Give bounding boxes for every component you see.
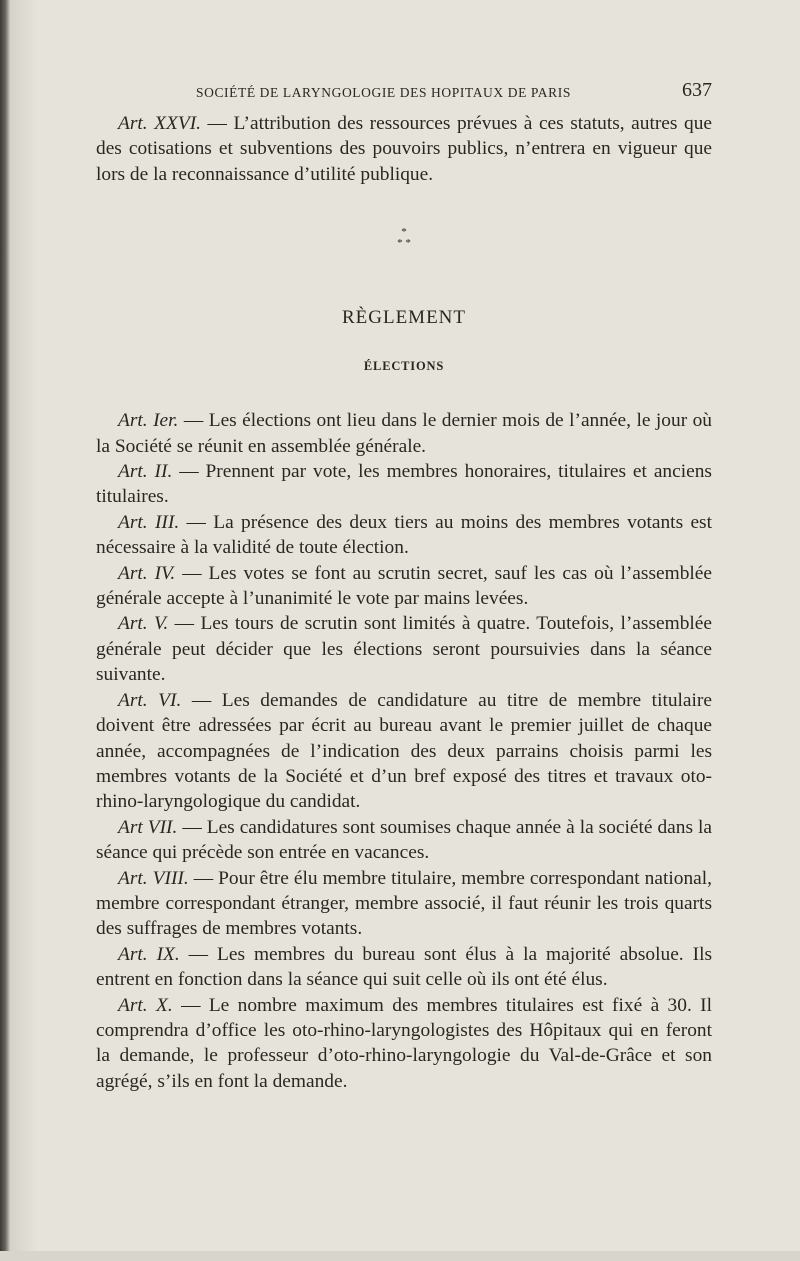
article-label: Art. VIII. — [118, 867, 189, 889]
article-text: — Les tours de scrutin sont limités à quatre. Toutefois, l’assemblée générale peut décider que les élections seront poursuivies dans la séance suivante. — [96, 613, 712, 686]
article-label: Art. XXVI. — [118, 113, 201, 134]
article-paragraph — [96, 111, 712, 187]
article-text: — Prennent par vote, les membres honoraires, titulaires et anciens titulaires. — [96, 461, 712, 508]
article-paragraph — [96, 688, 712, 815]
article-label: Art. V. — [118, 613, 169, 635]
article-text: — Le nombre maximum des membres titulaires est fixé à 30. Il comprendra d’office les oto-rhino-laryngologistes des Hôpitaux qui en feront la demande, le professeur d’oto-rhino-laryngologie du Val-de-Grâce et son agrégé, s’ils en font la demande. — [96, 994, 713, 1092]
article-text: — Les membres du bureau sont élus à la majorité absolue. Ils entrent en fonction dans la séance qui suit celle où ils ont été élus. — [96, 943, 712, 991]
article-paragraph — [96, 815, 712, 866]
article-text: — Pour être élu membre titulaire, membre correspondant national, membre correspondant étranger, membre associé, il faut réunir les trois quarts des suffrages de membres votants. — [96, 867, 712, 940]
asterism-divider — [96, 227, 712, 249]
article-paragraph — [96, 866, 712, 942]
section-title: RÈGLEMENT — [341, 307, 467, 329]
article-text: — Les votes se font au scrutin secret, sauf les cas où l’assemblée générale accepte à l’unanimité le vote par mains levées. — [96, 562, 712, 610]
page-binding-edge — [0, 0, 10, 1261]
article-text: — La présence des deux tiers au moins des membres votants est nécessaire à la validité de toute élection. — [96, 511, 712, 559]
article-paragraph — [96, 510, 712, 561]
article-label: Art. IX. — [118, 943, 180, 965]
article-paragraph — [96, 611, 712, 687]
article-label: Art. III. — [118, 511, 180, 533]
page-content — [96, 75, 712, 1094]
article-label: Art. II. — [118, 461, 173, 483]
article-paragraph — [96, 561, 712, 612]
page-bottom-edge — [0, 1251, 800, 1261]
asterism-top: * — [401, 226, 407, 239]
article-paragraph — [96, 459, 712, 510]
subsection-title: ÉLECTIONS — [363, 359, 445, 374]
article-label: Art. IV. — [118, 562, 176, 584]
article-text: — Les élections ont lieu dans le dernier mois de l’année, le jour où la Société se réunit en assemblée générale. — [96, 410, 713, 457]
running-title: SOCIÉTÉ DE LARYNGOLOGIE DES HOPITAUX DE PARIS — [196, 85, 571, 100]
running-header — [96, 75, 712, 111]
article-text: — L’attribution des ressources prévues à ces statuts, autres que des cotisations et subventions des pouvoirs publics, n’entrera en vigueur que lors de la reconnaissance d’utilité publique. — [96, 113, 712, 185]
asterism-bottom: * * — [397, 237, 411, 250]
page-number: 637 — [682, 79, 712, 101]
article-text: — Les demandes de candidature au titre de membre titulaire doivent être adressées par écrit au bureau avant le premier juillet de chaque année, accompagnées de l’indication des deux parrains choisis parmi les membres votants de la Société et d’un bref exposé des titres et travaux oto-rhino-laryngologique du candidat. — [96, 689, 712, 813]
article-label: Art. Ier. — [118, 410, 179, 432]
article-label: Art. X. — [118, 994, 173, 1016]
article-paragraph — [96, 942, 712, 993]
article-paragraph — [96, 408, 712, 459]
article-label: Art VII. — [118, 816, 178, 838]
article-label: Art. VI. — [118, 689, 182, 711]
article-text: — Les candidatures sont soumises chaque année à la société dans la séance qui précède son entrée en vacances. — [96, 816, 712, 864]
page-binding-shadow — [10, 0, 38, 1261]
article-paragraph — [96, 993, 712, 1095]
